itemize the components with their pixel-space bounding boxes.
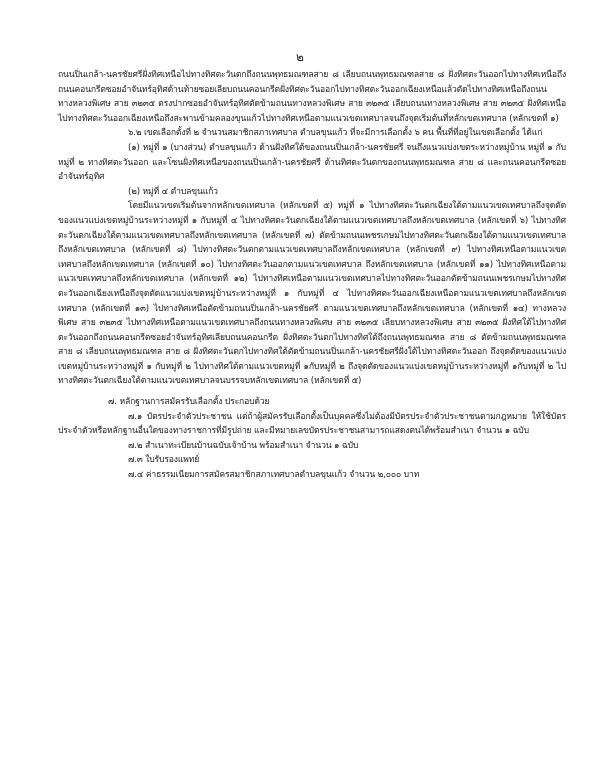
village-4-heading: (๒) หมู่ที่ ๔ ตำบลขุนแก้ว [128,186,218,197]
item-7-4-paragraph: ๗.๔ ค่าธรรมเนียมการสมัครสมาชิกสภาเทศบาลตำบลขุนแก้ว จำนวน ๒,๐๐๐ บาท [128,470,420,481]
item-7-2-paragraph: ๗.๒ สำเนาทะเบียนบ้านฉบับเจ้าบ้าน พร้อมสำเนา จำนวน ๑ ฉบับ [128,440,359,451]
village-4-boundary-paragraph: โดยมีแนวเขตเริ่มต้นจากหลักเขตเทศบาล (หลักเขตที่ ๕) หมู่ที่ ๑ ไปทางทิศตะวันตกเฉียงใต้ตามแนวเขตเทศบาลถึงจุดตัดของแนวแบ่งเขตหมู่บ้านระหว่างหมู่ที่ ๑ กับหมู่ที่ ๔ ไปทางทิศตะวันตกเฉียงใต้ตามแนวเขตเทศบาลถึงหลักเขตเทศบาล (หลักเขตที่ ๖) ไปทางทิศตะวันตกเฉียงใต้ตามแนวเขตเทศบาลถึงหลักเขตเทศบาล (หลักเขตที่ ๗) ตัดข้ามถนนเพชรเกษมไปทางทิศตะวันตกเฉียงใต้ตามแนวเขตเทศบาลถึงหลักเขตเทศบาล (หลักเขตที่ ๘) ไปทางทิศตะวันตกตามแนวเขตเทศบาลถึงหลักเขตเทศบาล (หลักเขตที่ ๙) ไปทางทิศเหนือตามแนวเขตเทศบาลถึงหลักเขตเทศบาล (หลักเขตที่ ๑๐) ไปทางทิศตะวันออกตามแนวเขตเทศบาล ถึงหลักเขตเทศบาล (หลักเขตที่ ๑๑) ไปทางทิศเหนือตามแนวเขตเทศบาลถึงหลักเขตเทศบาล (หลักเขตที่ ๑๒) ไปทางทิศเหนือตามแนวเขตเทศบาลไปทางทิศตะวันออกตัดข้ามถนนเพชรเกษมไปทางทิศตะวันออกเฉียงเหนือถึงจุดตัดแนวแบ่งเขตหมู่บ้านระหว่างหมู่ที่ ๑ กับหมู่ที่ ๔ ไปทางทิศตะวันออกเฉียงเหนือตามแนวเขตเทศบาลถึงหลักเขตเทศบาล (หลักเขตที่ ๑๓) ไปทางทิศเหนือตัดข้ามถนนปิ่นเกล้า-นครชัยศรี ตามแนวเขตเทศบาลถึงหลักเขตเทศบาล (หลักเขตที่ ๑๔) ทางหลวงพิเศษ สาย ๓๒๓๕ ไปทางทิศเหนือตามแนวเขตเทศบาลถึงถนนทางหลวงพิเศษ สาย ๓๒๓๕ เลียบทางหลวงพิเศษ สาย ๓๒๓๕ ฝั่งทิศใต้ไปทางทิศตะวันออกถึงถนนคอนกรีตซอยอำจันทร์อุทิศเลียบถนนคอนกรีต ฝั่งทิศตะวันตกไปทางทิศใต้ถึงถนนพุทธมณฑล สาย ๘ ตัดข้ามถนนพุทธมณฑลสาย ๘ เลียบถนนพุทธมณฑล สาย ๘ ฝั่งทิศตะวันตกไปทางทิศใต้ตัดข้ามถนนปิ่นเกล้า-นครชัยศรีฝั่งใต้ไปทางทิศตะวันออก ถึงจุดตัดของแนวแบ่งเขตหมู่บ้านระหว่างหมู่ที่ ๑ กับหมู่ที่ ๒ ไปทางทิศใต้ตามแนวเขตหมู่ที่ ๑กับหมู่ที่ ๒ ถึงจุดตัดของแนวแบ่งเขตหมู่บ้านระหว่างหมู่ที่ ๑กับหมู่ที่ ๒ ไปทางทิศตะวันตกเฉียงใต้ตามแนวเขตเทศบาลจนบรรจบหลักเขตเทศบาล (หลักเขตที่ ๕) [58,201,566,387]
document-body [58,68,566,483]
section-7-heading: ๗. หลักฐานการสมัครรับเลือกตั้ง ประกอบด้วย [108,397,270,408]
item-7-1-paragraph: ๗.๑ บัตรประจำตัวประชาชน แต่ถ้าผู้สมัครรับเลือกตั้งเป็นบุคคลซึ่งไม่ต้องมีบัตรประจำตัวประชาชนตามกฎหมาย ให้ใช้บัตรประจำตัวหรือหลักฐานอื่นใดของทางราชการที่มีรูปถ่าย และมีหมายเลขบัตรประชาชนสามารถแสดงตนได้พร้อมสำเนา จำนวน ๑ ฉบับ [58,411,566,437]
item-7-3-paragraph: ๗.๓ ใบรับรองแพทย์ [128,455,200,466]
boundary-description-paragraph: ถนนปิ่นเกล้า-นครชัยศรีฝั่งทิศเหนือไปทางทิศตะวันตกถึงถนนพุทธมณฑลสาย ๘ เลียบถนนพุทธมณฑลสาย ๘ ฝั่งทิศตะวันออกไปทางทิศเหนือถึงถนนคอนกรีตซอยอำจันทร์อุทิศด้านท้ายซอยเลียบถนนคอนกรีตฝั่งทิศตะวันออกไปทางทิศตะวันออกเฉียงเหนือแล้วตัดไปทางทิศเหนือถึงถนนทางหลวงพิเศษ สาย ๓๒๓๕ ตรงปากซอยอำจันทร์อุทิศตัดข้ามถนนทางหลวงพิเศษ สาย ๓๒๓๕ เลียบถนนทางหลวงพิเศษ สาย ๓๒๓๕ ฝั่งทิศเหนือไปทางทิศตะวันออกเฉียงเหนือถึงสะพานข้ามคลองขุนแก้วไปทางทิศเหนือตามแนวเขตเทศบาลจนถึงจุดเริ่มต้นที่หลักเขตเทศบาล (หลักเขตที่ ๑) [58,70,566,124]
constituency-2-heading: ๖.๒ เขตเลือกตั้งที่ ๒ จำนวนสมาชิกสภาเทศบาล ตำบลขุนแก้ว ที่จะมีการเลือกตั้ง ๖ คน พื้นที่ที่อยู่ในเขตเลือกตั้ง ได้แก่ [128,128,543,139]
page-number: ๒ [296,50,304,64]
village-1-paragraph: (๑) หมู่ที่ ๑ (บางส่วน) ตำบลขุนแก้ว ด้านฝั่งทิศใต้ของถนนปิ่นเกล้า-นครชัยศรี จนถึงแนวแบ่งเขตระหว่างหมู่บ้าน หมู่ที่ ๑ กับหมู่ที่ ๒ ทางทิศตะวันออก และโซนฝั่งทิศเหนือของถนนปิ่นเกล้า-นครชัยศรี ด้านทิศตะวันตกของถนนพุทธมณฑล สาย ๘ และถนนคอนกรีตซอยอำจันทร์อุทิศ [58,142,566,183]
